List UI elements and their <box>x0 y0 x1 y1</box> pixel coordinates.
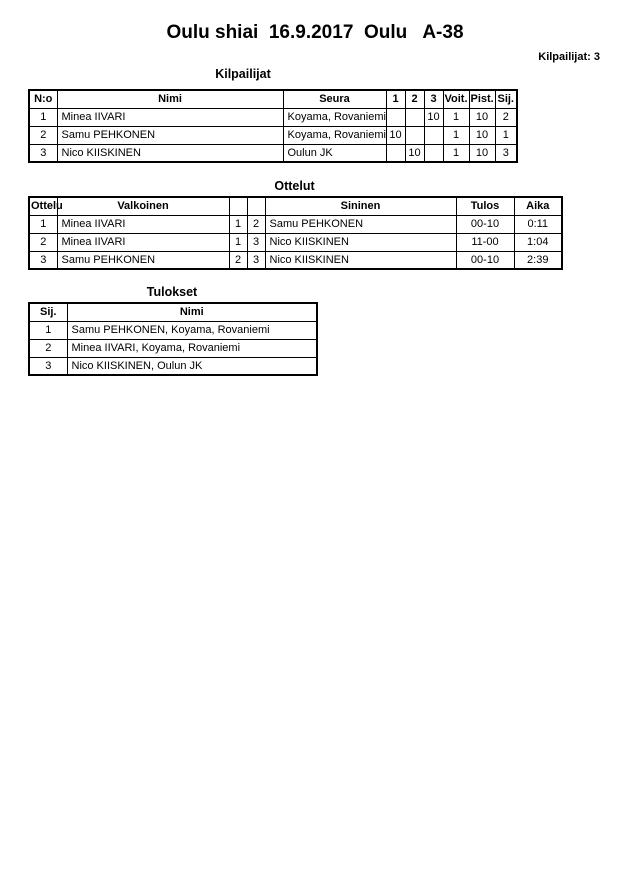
cell-tulos: 11-00 <box>456 233 514 251</box>
cell-score-1: 10 <box>386 126 405 144</box>
cell-valkoinen: Minea IIVARI <box>57 233 229 251</box>
section-heading-tulokset: Tulokset <box>146 285 198 299</box>
col-header-blue-no <box>247 197 265 215</box>
cell-tulos: 00-10 <box>456 251 514 269</box>
cell-score-1 <box>386 144 405 162</box>
cell-sij: 3 <box>29 357 67 375</box>
col-header-nimi: Nimi <box>57 90 283 108</box>
col-header-sininen: Sininen <box>265 197 456 215</box>
table-row <box>29 339 317 357</box>
cell-nimi: Nico KIISKINEN, Oulun JK <box>67 357 317 375</box>
col-header-ottelu: Ottelu <box>29 197 57 215</box>
cell-aika: 0:11 <box>514 215 562 233</box>
cell-match-no: 1 <box>29 215 57 233</box>
cell-sininen: Nico KIISKINEN <box>265 251 456 269</box>
col-header-no: N:o <box>29 90 57 108</box>
table-row <box>29 144 517 162</box>
tulokset-table <box>28 302 318 376</box>
cell-pist: 10 <box>469 108 495 126</box>
cell-sij: 1 <box>29 321 67 339</box>
cell-blue-no: 3 <box>247 233 265 251</box>
cell-score-2 <box>405 126 424 144</box>
cell-sij: 1 <box>495 126 517 144</box>
cell-nimi: Samu PEHKONEN <box>57 126 283 144</box>
table-row <box>29 233 562 251</box>
cell-nimi: Samu PEHKONEN, Koyama, Rovaniemi <box>67 321 317 339</box>
col-header-voit: Voit. <box>443 90 469 108</box>
cell-aika: 1:04 <box>514 233 562 251</box>
kilpailijat-header-row <box>29 90 517 108</box>
cell-pist: 10 <box>469 144 495 162</box>
cell-match-no: 3 <box>29 251 57 269</box>
table-row <box>29 126 517 144</box>
col-header-aika: Aika <box>514 197 562 215</box>
cell-score-3 <box>424 126 443 144</box>
cell-voit: 1 <box>443 108 469 126</box>
table-row <box>29 215 562 233</box>
page-title: Oulu shiai 16.9.2017 Oulu A-38 <box>166 22 464 43</box>
cell-match-no: 2 <box>29 233 57 251</box>
cell-white-no: 1 <box>229 215 247 233</box>
col-header-nimi: Nimi <box>67 303 317 321</box>
competitor-count: Kilpailijat: 3 <box>538 51 600 63</box>
tulokset-header-row <box>29 303 317 321</box>
section-heading-kilpailijat: Kilpailijat <box>215 67 271 81</box>
cell-score-3: 10 <box>424 108 443 126</box>
col-header-white-no <box>229 197 247 215</box>
cell-blue-no: 3 <box>247 251 265 269</box>
cell-seura: Koyama, Rovaniemi <box>283 108 386 126</box>
cell-sij: 3 <box>495 144 517 162</box>
cell-blue-no: 2 <box>247 215 265 233</box>
col-header-1: 1 <box>386 90 405 108</box>
cell-valkoinen: Samu PEHKONEN <box>57 251 229 269</box>
cell-seura: Oulun JK <box>283 144 386 162</box>
table-row <box>29 321 317 339</box>
cell-no: 2 <box>29 126 57 144</box>
cell-voit: 1 <box>443 126 469 144</box>
cell-valkoinen: Minea IIVARI <box>57 215 229 233</box>
col-header-valkoinen: Valkoinen <box>57 197 229 215</box>
cell-score-3 <box>424 144 443 162</box>
col-header-pist: Pist. <box>469 90 495 108</box>
cell-seura: Koyama, Rovaniemi <box>283 126 386 144</box>
cell-score-2 <box>405 108 424 126</box>
cell-sininen: Nico KIISKINEN <box>265 233 456 251</box>
cell-white-no: 1 <box>229 233 247 251</box>
cell-score-1 <box>386 108 405 126</box>
cell-tulos: 00-10 <box>456 215 514 233</box>
table-row <box>29 251 562 269</box>
col-header-seura: Seura <box>283 90 386 108</box>
ottelut-table <box>28 196 563 270</box>
ottelut-header-row <box>29 197 562 215</box>
col-header-sij: Sij. <box>29 303 67 321</box>
cell-sij: 2 <box>495 108 517 126</box>
section-heading-ottelut: Ottelut <box>274 179 315 193</box>
cell-white-no: 2 <box>229 251 247 269</box>
cell-no: 3 <box>29 144 57 162</box>
kilpailijat-table <box>28 89 518 163</box>
col-header-sij: Sij. <box>495 90 517 108</box>
col-header-3: 3 <box>424 90 443 108</box>
cell-nimi: Nico KIISKINEN <box>57 144 283 162</box>
cell-score-2: 10 <box>405 144 424 162</box>
cell-nimi: Minea IIVARI, Koyama, Rovaniemi <box>67 339 317 357</box>
cell-nimi: Minea IIVARI <box>57 108 283 126</box>
table-row <box>29 357 317 375</box>
cell-sij: 2 <box>29 339 67 357</box>
cell-sininen: Samu PEHKONEN <box>265 215 456 233</box>
cell-aika: 2:39 <box>514 251 562 269</box>
table-row <box>29 108 517 126</box>
cell-no: 1 <box>29 108 57 126</box>
col-header-tulos: Tulos <box>456 197 514 215</box>
cell-voit: 1 <box>443 144 469 162</box>
cell-pist: 10 <box>469 126 495 144</box>
col-header-2: 2 <box>405 90 424 108</box>
